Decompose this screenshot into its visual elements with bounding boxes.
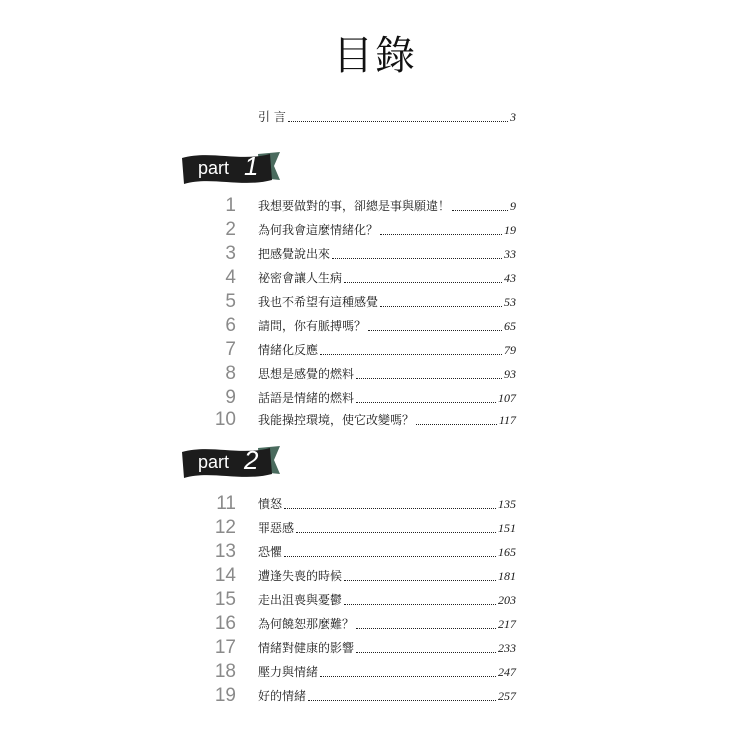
leader-dots — [320, 354, 502, 355]
chapter-page-number: 9 — [510, 199, 516, 213]
chapter-page-number: 257 — [498, 689, 516, 703]
chapter-page-number: 33 — [504, 247, 516, 261]
chapter-page-number: 65 — [504, 319, 516, 333]
leader-dots — [288, 121, 508, 122]
chapter-number: 1 — [225, 195, 236, 216]
chapter-number: 5 — [225, 291, 236, 312]
chapter-title: 我能操控環境，使它改變嗎？ — [258, 413, 415, 427]
chapter-page-number: 117 — [498, 413, 516, 427]
leader-dots — [380, 234, 502, 235]
chapter-number: 11 — [216, 493, 236, 514]
leader-dots — [356, 628, 496, 629]
chapter-title: 請問，你有脈搏嗎？ — [258, 319, 367, 333]
toc-entry[interactable] — [200, 516, 516, 540]
chapter-page-number: 165 — [498, 545, 516, 559]
part-2-word: part — [198, 452, 230, 472]
part-banner-ribbon-shape — [180, 442, 284, 488]
toc-entry[interactable] — [200, 660, 516, 684]
toc-entry[interactable] — [200, 564, 516, 588]
leader-dots — [284, 556, 496, 557]
chapter-title: 情緒化反應 — [258, 343, 319, 357]
chapter-title: 祕密會讓人生病 — [258, 271, 343, 285]
leader-dots — [368, 330, 502, 331]
chapter-title: 為何我會這麼情緒化？ — [258, 223, 379, 237]
leader-dots — [452, 210, 508, 211]
toc-entry[interactable] — [200, 194, 516, 218]
chapter-title: 遭逢失喪的時候 — [258, 569, 343, 583]
chapter-number: 13 — [214, 541, 236, 562]
leader-dots — [344, 604, 496, 605]
leader-dots — [308, 700, 496, 701]
toc-entry[interactable] — [200, 684, 516, 708]
chapter-number: 19 — [214, 685, 236, 706]
chapter-page-number: 107 — [498, 391, 516, 405]
toc-entry[interactable] — [200, 314, 516, 338]
chapter-title: 憤怒 — [258, 497, 283, 511]
toc-entry[interactable] — [200, 492, 516, 516]
part-1-banner — [180, 148, 284, 194]
chapter-number: 10 — [214, 409, 236, 430]
toc-entry[interactable] — [200, 290, 516, 314]
intro-page-number: 3 — [510, 110, 516, 124]
part-banner-ribbon-shape — [180, 148, 284, 194]
toc-entry[interactable] — [200, 218, 516, 242]
leader-dots — [356, 402, 496, 403]
chapter-page-number: 19 — [504, 223, 516, 237]
chapter-number: 15 — [214, 589, 236, 610]
chapter-number: 2 — [225, 219, 236, 240]
chapter-number: 8 — [225, 363, 236, 384]
leader-dots — [320, 676, 496, 677]
chapter-title: 話語是情緒的燃料 — [258, 391, 355, 405]
chapter-number: 16 — [214, 613, 236, 634]
part-2-banner — [180, 442, 284, 488]
chapter-page-number: 233 — [498, 641, 516, 655]
leader-dots — [380, 306, 502, 307]
chapter-number: 4 — [225, 267, 236, 288]
leader-dots — [344, 282, 502, 283]
toc-entry[interactable] — [200, 338, 516, 362]
leader-dots — [416, 424, 497, 425]
leader-dots — [356, 378, 502, 379]
part-1-number: 1 — [244, 151, 259, 181]
chapter-title: 走出沮喪與憂鬱 — [258, 593, 343, 607]
chapter-title: 為何饒恕那麼難？ — [258, 617, 355, 631]
chapter-number: 3 — [225, 243, 236, 264]
part-2-number: 2 — [244, 445, 259, 475]
leader-dots — [296, 532, 496, 533]
chapter-number: 7 — [225, 339, 236, 360]
chapter-page-number: 181 — [498, 569, 516, 583]
chapter-number: 17 — [214, 637, 236, 658]
toc-entry[interactable] — [200, 362, 516, 386]
leader-dots — [284, 508, 496, 509]
chapter-page-number: 135 — [498, 497, 516, 511]
toc-entry[interactable] — [200, 588, 516, 612]
chapter-page-number: 93 — [504, 367, 516, 381]
chapter-title: 罪惡感 — [258, 521, 295, 535]
chapter-number: 12 — [214, 517, 236, 538]
chapter-page-number: 217 — [498, 617, 516, 631]
chapter-title: 思想是感覺的燃料 — [258, 367, 355, 381]
intro-label: 引 言 — [258, 110, 286, 124]
chapter-page-number: 79 — [504, 343, 516, 357]
intro-entry[interactable] — [258, 108, 516, 126]
toc-entry[interactable] — [200, 386, 516, 410]
chapter-title: 我想要做對的事，卻總是事與願違！ — [258, 199, 451, 213]
chapter-page-number: 247 — [498, 665, 516, 679]
leader-dots — [332, 258, 502, 259]
toc-entry[interactable] — [200, 612, 516, 636]
chapter-number: 9 — [225, 387, 236, 408]
toc-entry[interactable] — [200, 540, 516, 564]
chapter-title: 情緒對健康的影響 — [258, 641, 355, 655]
chapter-number: 14 — [214, 565, 236, 586]
toc-entry[interactable] — [200, 266, 516, 290]
chapter-title: 好的情緒 — [258, 689, 307, 703]
leader-dots — [344, 580, 496, 581]
chapter-page-number: 53 — [504, 295, 516, 309]
chapter-title: 壓力與情緒 — [258, 665, 319, 679]
chapter-page-number: 151 — [498, 521, 516, 535]
chapter-number: 6 — [225, 315, 236, 336]
part-1-word: part — [198, 158, 230, 178]
page-title: 目錄 — [333, 33, 417, 79]
chapter-title: 恐懼 — [258, 545, 283, 559]
toc-entry[interactable] — [200, 408, 516, 432]
chapter-number: 18 — [214, 661, 236, 682]
chapter-title: 我也不希望有這種感覺 — [258, 295, 379, 309]
leader-dots — [356, 652, 496, 653]
chapter-page-number: 203 — [498, 593, 516, 607]
toc-entry[interactable] — [200, 636, 516, 660]
toc-entry[interactable] — [200, 242, 516, 266]
chapter-page-number: 43 — [504, 271, 516, 285]
chapter-title: 把感覺說出來 — [258, 247, 331, 261]
